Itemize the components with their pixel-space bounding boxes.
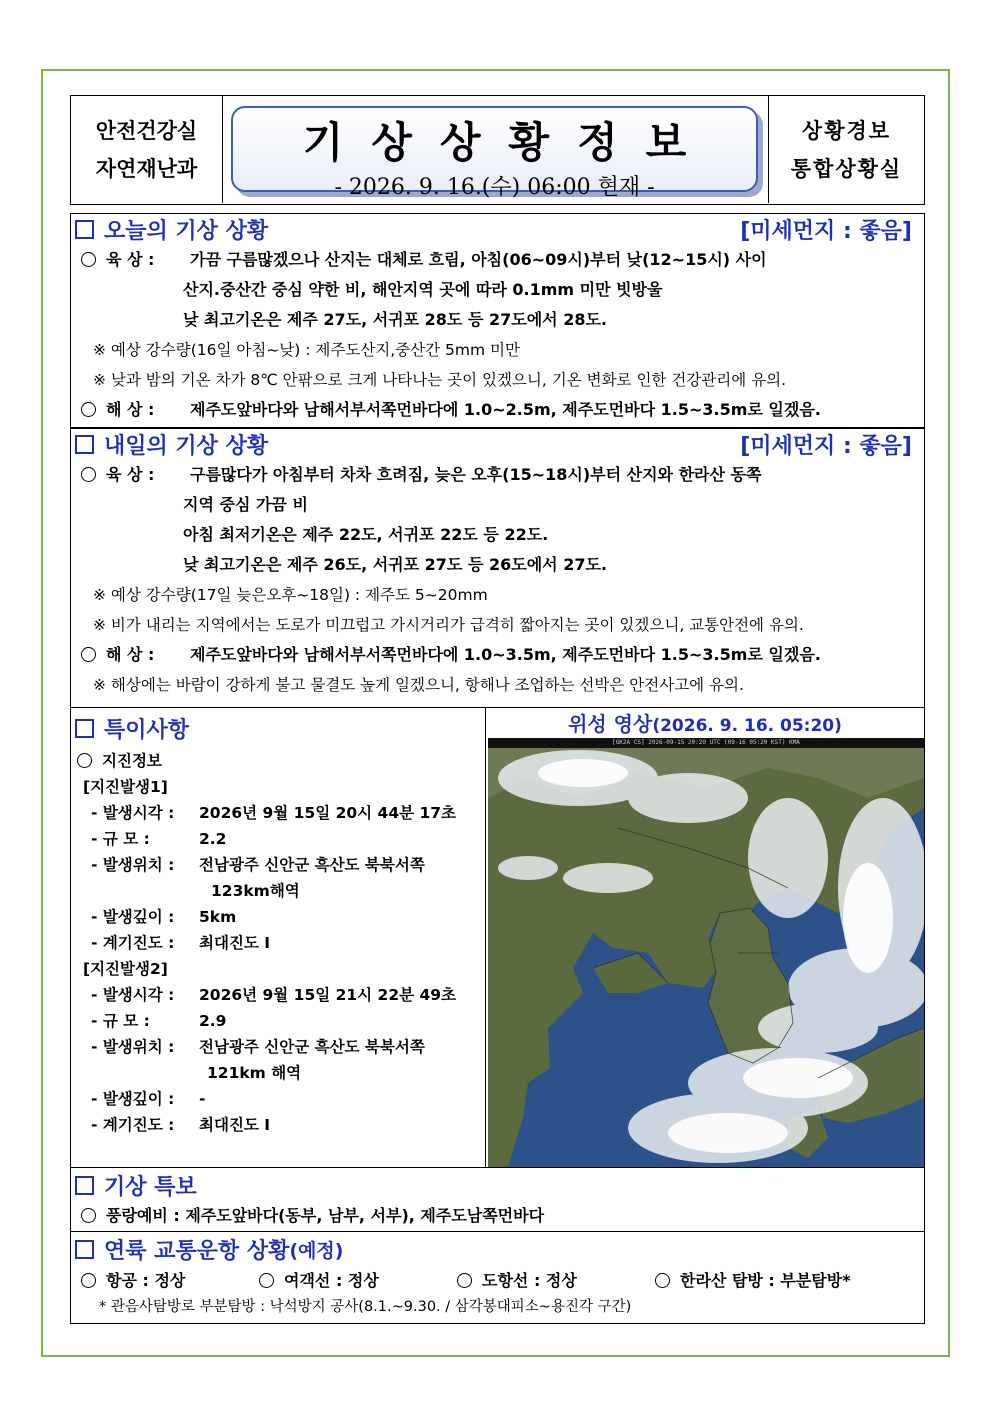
eq2-int-key: - 계기진도 : <box>91 1116 175 1134</box>
traffic-islandferry-text: 도항선 : 정상 <box>482 1271 577 1290</box>
satellite-section <box>486 708 924 1167</box>
eq1-int-key: - 계기진도 : <box>91 934 175 952</box>
special-heading <box>71 708 485 748</box>
eq2-depth-key: - 발생깊이 : <box>91 1090 175 1108</box>
tomorrow-note-2: ※ 비가 내리는 지역에서는 도로가 미끄럽고 가시거리가 급격히 짧아지는 곳이 있겠으니, 교통안전에 유의. <box>93 616 804 634</box>
land-label: 육 상 : <box>106 465 155 484</box>
eq2-depth-row <box>71 1086 485 1112</box>
eq1-depth-row <box>71 904 485 930</box>
tomorrow-note-1: ※ 예상 강수량(17일 늦은오후~18일) : 제주도 5~20mm <box>93 586 488 604</box>
eq1-label: [지진발생1] <box>83 778 168 796</box>
office-line2: 통합상황실 <box>790 156 903 181</box>
eq2-int-row <box>71 1112 485 1138</box>
checkbox-icon <box>75 220 94 239</box>
eq1-int-row <box>71 930 485 956</box>
warning-section <box>70 1168 925 1232</box>
eq1-loc-row <box>71 852 485 878</box>
checkbox-icon <box>75 719 94 738</box>
eq1-depth: 5km <box>199 908 237 926</box>
circle-bullet-icon <box>81 1273 96 1288</box>
circle-bullet-icon <box>77 753 92 768</box>
tomorrow-land-1: 구름많다가 아침부터 차차 흐려짐, 늦은 오후(15~18시)부터 산지와 한라산 동쪽 <box>190 465 762 484</box>
office-block <box>768 96 924 203</box>
eq2-loc-row <box>71 1034 485 1060</box>
eq1-loc1: 전남광주 신안군 흑산도 북북서쪽 <box>199 856 425 874</box>
today-section <box>70 213 925 428</box>
circle-bullet-icon <box>259 1273 274 1288</box>
eq1-depth-key: - 발생깊이 : <box>91 908 175 926</box>
eq1-time-row <box>71 800 485 826</box>
eq1-mag: 2.2 <box>199 830 227 848</box>
report-header <box>70 95 925 205</box>
tomorrow-land-4: 낮 최고기온은 제주 26도, 서귀포 27도 등 26도에서 27도. <box>183 555 607 574</box>
eq1-time: 2026년 9월 15일 20시 44분 17초 <box>199 804 457 822</box>
satellite-map-graphic <box>488 738 924 1167</box>
department-line2: 자연재난과 <box>95 156 198 181</box>
sea-label: 해 상 : <box>106 645 155 664</box>
circle-bullet-icon <box>81 252 96 267</box>
today-land-2: 산지.중산간 중심 약한 비, 해안지역 곳에 따라 0.1mm 미만 빗방울 <box>183 280 663 299</box>
traffic-heading <box>71 1232 924 1266</box>
satellite-title: 위성 영상 <box>568 712 653 736</box>
satellite-image <box>488 738 924 1167</box>
warning-heading <box>71 1168 924 1202</box>
traffic-item-ferry <box>259 1266 457 1296</box>
traffic-title-suffix: (예정) <box>289 1239 344 1262</box>
circle-bullet-icon <box>81 1208 96 1223</box>
tomorrow-section <box>70 428 925 708</box>
tomorrow-land-2: 지역 중심 가끔 비 <box>183 495 308 514</box>
traffic-item-hallasan <box>655 1266 851 1296</box>
tomorrow-sea-line <box>71 640 924 670</box>
eq2-loc-key: - 발생위치 : <box>91 1038 175 1056</box>
circle-bullet-icon <box>81 647 96 662</box>
eq2-loc1: 전남광주 신안군 흑산도 북북서쪽 <box>199 1038 425 1056</box>
eq1-int: 최대진도 Ⅰ <box>199 934 271 952</box>
earthquake-heading-text: 지진정보 <box>102 752 162 770</box>
eq1-mag-key: - 규 모 : <box>91 830 150 848</box>
today-heading <box>71 214 924 245</box>
earthquake-heading <box>71 748 485 774</box>
today-sea-line <box>71 395 924 425</box>
eq1-loc2: 123km해역 <box>211 882 300 900</box>
tomorrow-title: 내일의 기상 상황 <box>104 434 269 459</box>
traffic-status-row <box>71 1266 924 1296</box>
satellite-heading <box>486 708 924 740</box>
special-section <box>71 708 486 1167</box>
checkbox-icon <box>75 1176 94 1195</box>
special-title: 특이사항 <box>104 717 190 743</box>
traffic-item-air <box>81 1266 259 1296</box>
today-dust: [미세먼지 : 좋음] <box>740 219 912 244</box>
today-sea: 제주도앞바다와 남해서부서쪽먼바다에 1.0~2.5m, 제주도먼바다 1.5~3.5m로 일겠음. <box>190 400 821 419</box>
tomorrow-sea: 제주도앞바다와 남해서부서쪽먼바다에 1.0~3.5m, 제주도먼바다 1.5~3.5m로 일겠음. <box>190 645 821 664</box>
traffic-section <box>70 1232 925 1324</box>
today-land-line <box>71 245 924 275</box>
traffic-ferry-text: 여객선 : 정상 <box>284 1271 379 1290</box>
satellite-date: (2026. 9. 16. 05:20) <box>652 716 842 736</box>
checkbox-icon <box>75 1240 94 1259</box>
checkbox-icon <box>75 435 94 454</box>
eq1-time-key: - 발생시각 : <box>91 804 175 822</box>
eq2-label: [지진발생2] <box>83 960 168 978</box>
satellite-caption: [GK2A CS] 2026-09-15 20:20 UTC (09-16 05:20 KST) KMA <box>488 738 924 748</box>
today-land-3: 낮 최고기온은 제주 27도, 서귀포 28도 등 27도에서 28도. <box>183 310 607 329</box>
report-date: - 2026. 9. 16.(수) 06:00 현재 - <box>334 175 655 200</box>
today-title: 오늘의 기상 상황 <box>104 219 269 244</box>
warning-text: 풍랑예비 : 제주도앞바다(동부, 남부, 서부), 제주도남쪽먼바다 <box>106 1206 545 1225</box>
office-line1: 상황경보 <box>801 118 892 143</box>
today-land-1: 가끔 구름많겠으나 산지는 대체로 흐림, 아침(06~09시)부터 낮(12~15시) 사이 <box>190 250 767 269</box>
circle-bullet-icon <box>655 1273 670 1288</box>
tomorrow-dust: [미세먼지 : 좋음] <box>740 434 912 459</box>
eq2-int: 최대진도 Ⅰ <box>199 1116 271 1134</box>
today-note-1: ※ 예상 강수량(16일 아침~낮) : 제주도산지,중산간 5mm 미만 <box>93 341 520 359</box>
circle-bullet-icon <box>81 467 96 482</box>
today-note-2: ※ 낮과 밤의 기온 차가 8℃ 안팎으로 크게 나타나는 곳이 있겠으니, 기온 변화로 인한 건강관리에 유의. <box>93 371 786 389</box>
tomorrow-land-3: 아침 최저기온은 제주 22도, 서귀포 22도 등 22도. <box>183 525 549 544</box>
eq1-loc-key: - 발생위치 : <box>91 856 175 874</box>
traffic-air-text: 항공 : 정상 <box>106 1271 186 1290</box>
eq2-depth: - <box>199 1090 206 1108</box>
traffic-title: 연륙 교통운항 상황 <box>104 1238 290 1264</box>
land-label: 육 상 : <box>106 250 155 269</box>
traffic-item-islandferry <box>457 1266 655 1296</box>
department-line1: 안전건강실 <box>95 118 198 143</box>
title-box <box>231 106 758 200</box>
eq2-mag-row <box>71 1008 485 1034</box>
department-block <box>71 96 223 203</box>
eq2-time-row <box>71 982 485 1008</box>
circle-bullet-icon <box>81 402 96 417</box>
warning-line <box>71 1202 924 1230</box>
tomorrow-heading <box>71 429 924 460</box>
circle-bullet-icon <box>457 1273 472 1288</box>
eq2-mag-key: - 규 모 : <box>91 1012 150 1030</box>
traffic-footnote: * 관음사탐방로 부분탐방 : 낙석방지 공사(8.1.~9.30. / 삼각봉대피소~용진각 구간) <box>99 1299 632 1315</box>
tomorrow-sea-note: ※ 해상에는 바람이 강하게 불고 물결도 높게 일겠으니, 항해나 조업하는 선박은 안전사고에 유의. <box>93 676 744 694</box>
special-satellite-row <box>70 708 925 1168</box>
eq2-loc2: 121km 해역 <box>207 1064 302 1082</box>
tomorrow-land-line <box>71 460 924 490</box>
traffic-hallasan-text: 한라산 탐방 : 부분탐방* <box>680 1271 851 1290</box>
eq1-mag-row <box>71 826 485 852</box>
sea-label: 해 상 : <box>106 400 155 419</box>
eq2-mag: 2.9 <box>199 1012 227 1030</box>
page-title: 기상상황정보 <box>302 118 715 167</box>
warning-title: 기상 특보 <box>104 1174 197 1200</box>
eq2-time-key: - 발생시각 : <box>91 986 175 1004</box>
eq2-time: 2026년 9월 15일 21시 22분 49초 <box>199 986 457 1004</box>
